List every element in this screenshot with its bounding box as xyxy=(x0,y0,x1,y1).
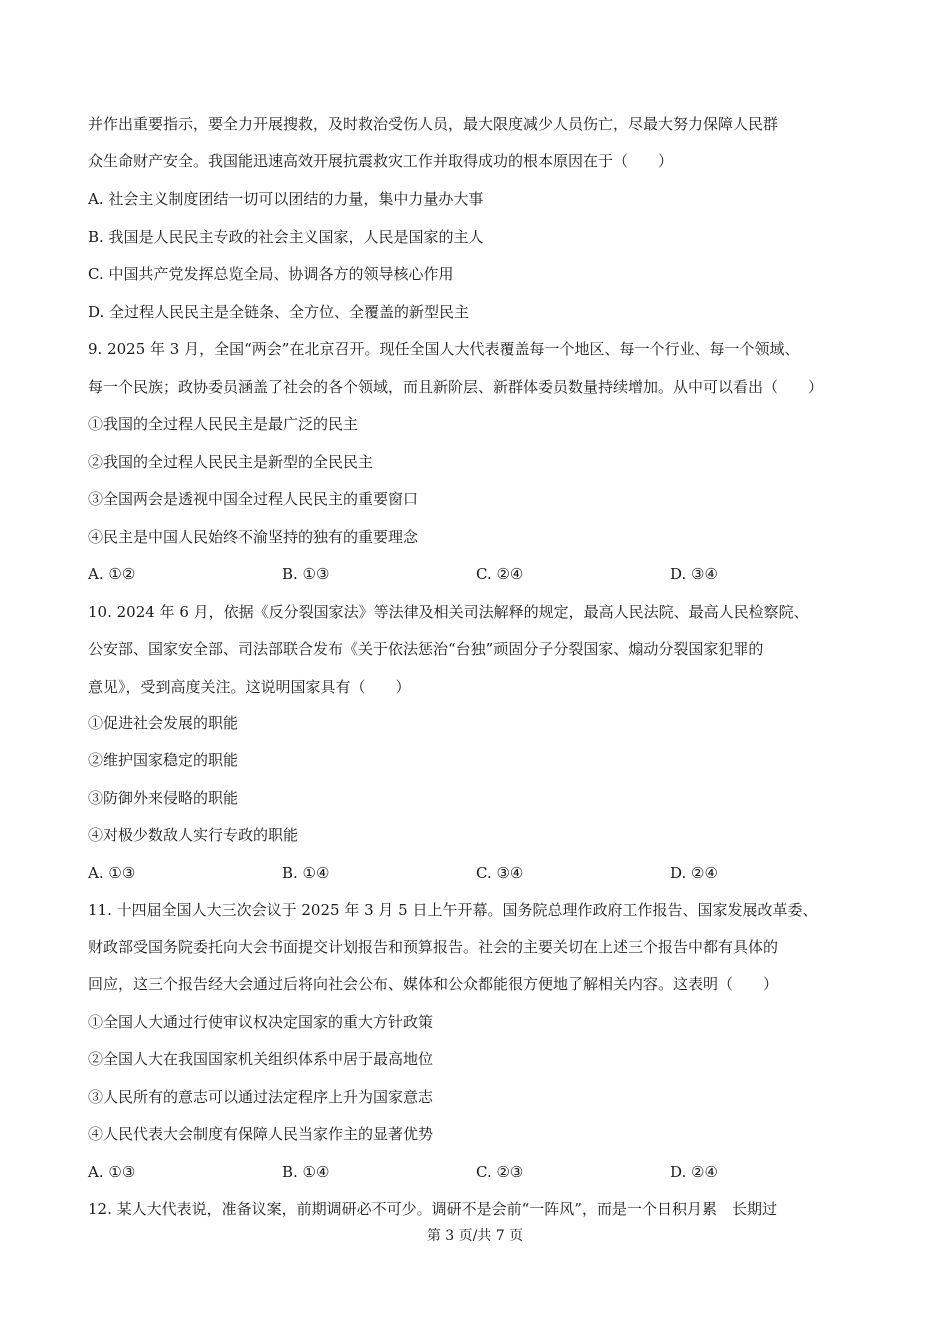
q11-statement-3: ③人民所有的意志可以通过法定程序上升为国家意志 xyxy=(88,1088,434,1106)
q9-statement-1: ①我国的全过程人民民主是最广泛的民主 xyxy=(88,415,359,433)
q9-statement-4: ④民主是中国人民始终不渝坚持的独有的重要理念 xyxy=(88,528,419,546)
q10-choice-a: A. ①③ xyxy=(88,864,136,882)
q8-stem-line-1: 并作出重要指示，要全力开展搜救，及时救治受伤人员，最大限度减少人员伤亡，尽最大努力保障人民群 xyxy=(88,115,779,133)
q9-choice-b: B. ①③ xyxy=(282,565,330,583)
q11-choice-c: C. ②③ xyxy=(476,1163,524,1181)
q11-stem-line-1: 11. 十四届全国人大三次会议于 2025 年 3 月 5 日上午开幕。国务院总理作政府工作报告、国家发展改革委、 xyxy=(88,901,818,919)
page-number-footer: 第 3 页/共 7 页 xyxy=(426,1228,524,1244)
q9-stem-line-2: 每一个民族；政协委员涵盖了社会的各个领域，而且新阶层、新群体委员数量持续增加。从中可以看出（ ） xyxy=(88,378,824,396)
q11-statement-1: ①全国人大通过行使审议权决定国家的重大方针政策 xyxy=(88,1013,434,1031)
q11-statement-4: ④人民代表大会制度有保障人民当家作主的显著优势 xyxy=(88,1125,434,1143)
q12-stem-line-1: 12. 某人大代表说，准备议案，前期调研必不可少。调研不是会前“一阵风”，而是一个日积月累 长期过 xyxy=(88,1200,777,1218)
q10-statement-1: ①促进社会发展的职能 xyxy=(88,714,239,732)
q8-option-d: D. 全过程人民民主是全链条、全方位、全覆盖的新型民主 xyxy=(88,303,470,321)
q9-choice-a: A. ①② xyxy=(88,565,136,583)
q8-stem-line-2: 众生命财产安全。我国能迅速高效开展抗震救灾工作并取得成功的根本原因在于（ ） xyxy=(88,152,674,170)
q10-stem-line-2: 公安部、国家安全部、司法部联合发布《关于依法惩治“台独”顽固分子分裂国家、煽动分裂国家犯罪的 xyxy=(88,640,764,658)
q11-choice-b: B. ①④ xyxy=(282,1163,330,1181)
q9-statement-3: ③全国两会是透视中国全过程人民民主的重要窗口 xyxy=(88,490,419,508)
q10-stem-line-1: 10. 2024 年 6 月，依据《反分裂国家法》等法律及相关司法解释的规定，最高人民法院、最高人民检察院、 xyxy=(88,603,809,621)
q10-choice-c: C. ③④ xyxy=(476,864,524,882)
q10-statement-4: ④对极少数敌人实行专政的职能 xyxy=(88,826,299,844)
q11-choice-a: A. ①③ xyxy=(88,1163,136,1181)
q8-option-a: A. 社会主义制度团结一切可以团结的力量，集中力量办大事 xyxy=(88,190,484,208)
q8-option-b: B. 我国是人民民主专政的社会主义国家，人民是国家的主人 xyxy=(88,228,484,246)
q10-statement-2: ②维护国家稳定的职能 xyxy=(88,751,239,769)
q10-stem-line-3: 意见》，受到高度关注。这说明国家具有（ ） xyxy=(88,678,411,696)
q10-choice-b: B. ①④ xyxy=(282,864,330,882)
q11-statement-2: ②全国人大在我国国家机关组织体系中居于最高地位 xyxy=(88,1050,434,1068)
q11-stem-line-3: 回应，这三个报告经大会通过后将向社会公布、媒体和公众都能很方便地了解相关内容。这表明（ ） xyxy=(88,975,779,993)
q11-choice-d: D. ②④ xyxy=(670,1163,718,1181)
q9-choice-c: C. ②④ xyxy=(476,565,524,583)
q9-choice-d: D. ③④ xyxy=(670,565,718,583)
q9-stem-line-1: 9. 2025 年 3 月，全国“两会”在北京召开。现任全国人大代表覆盖每一个地区、每一个行业、每一个领域、 xyxy=(88,340,800,358)
q11-stem-line-2: 财政部受国务院委托向大会书面提交计划报告和预算报告。社会的主要关切在上述三个报告中都有具体的 xyxy=(88,938,779,956)
q9-statement-2: ②我国的全过程人民民主是新型的全民民主 xyxy=(88,453,374,471)
q10-choice-d: D. ②④ xyxy=(670,864,718,882)
q8-option-c: C. 中国共产党发挥总览全局、协调各方的领导核心作用 xyxy=(88,265,454,283)
q10-statement-3: ③防御外来侵略的职能 xyxy=(88,789,239,807)
